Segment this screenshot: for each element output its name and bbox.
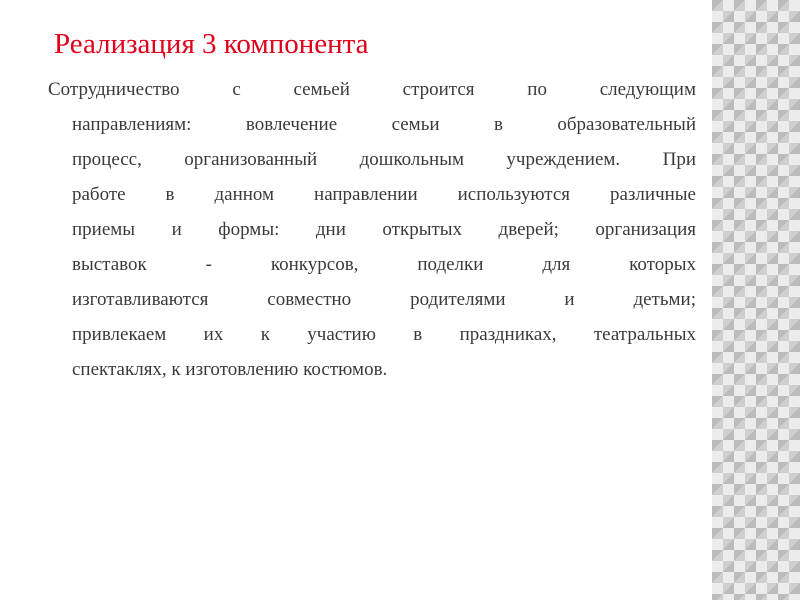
- paragraph-line: выставок - конкурсов, поделки для которых: [72, 254, 696, 275]
- slide-body-text: [48, 72, 696, 387]
- paragraph-line: приемы и формы: дни открытых дверей; организация: [72, 219, 696, 240]
- decorative-pattern-band: [712, 0, 800, 600]
- paragraph-line: направлениям: вовлечение семьи в образовательный: [72, 114, 696, 135]
- paragraph-line: работе в данном направлении используются различные: [72, 184, 696, 205]
- paragraph-line: Сотрудничество с семьей строится по следующим: [48, 79, 696, 100]
- paragraph-line: изготавливаются совместно родителями и детьми;: [72, 289, 696, 310]
- slide-title: Реализация 3 компонента: [54, 28, 369, 60]
- paragraph-line: спектаклях, к изготовлению костюмов.: [72, 359, 388, 380]
- paragraph-line: процесс, организованный дошкольным учреждением. При: [72, 149, 696, 170]
- paragraph-line: привлекаем их к участию в праздниках, театральных: [72, 324, 696, 345]
